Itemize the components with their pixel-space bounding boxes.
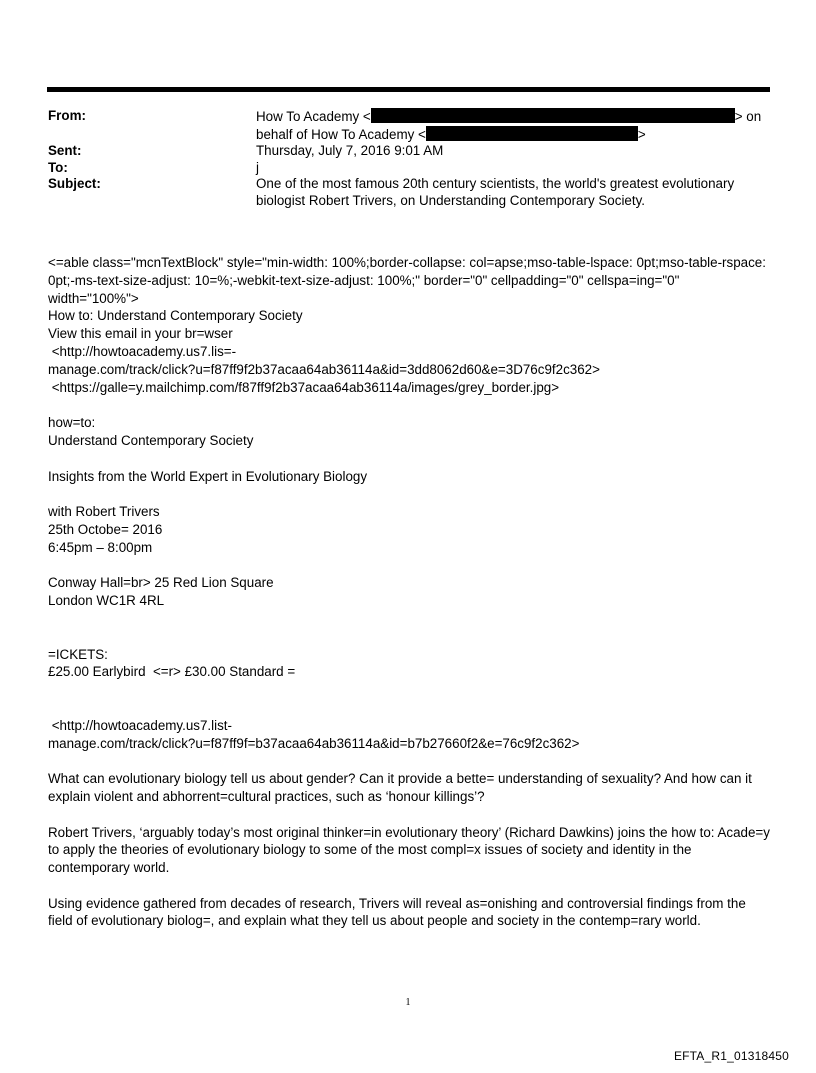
event-title: Understand Contemporary Society <box>48 432 254 448</box>
image-link: <https://galle=y.mailchimp.com/f87ff9f2b37acaa64ab36114a/images/grey_border.jpg> <box>48 379 560 395</box>
paragraph-3: Using evidence gathered from decades of research, Trivers will reveal as=onishing and controversial findings from the field of evolutionary biolog=, and explain what they tell us about people and society in the contemp=rary world. <box>48 895 750 929</box>
sent-label: Sent: <box>48 143 82 158</box>
spacer <box>48 485 773 503</box>
email-body <box>48 254 773 930</box>
spacer <box>48 877 773 895</box>
tickets-prices: £25.00 Earlybird <=r> £30.00 Standard = <box>48 664 296 680</box>
from-line1-pre: How To Academy < <box>256 109 371 124</box>
sent-value: Thursday, July 7, 2016 9:01 AM <box>256 143 444 158</box>
to-value: j <box>256 159 259 175</box>
paragraph-1: What can evolutionary biology tell us about gender? Can it provide a bette= understanding of sexuality? And how can it explain violent and abhorrent=cultural practices, such as ‘honour killings’? <box>48 771 756 804</box>
spacer <box>48 752 773 770</box>
paragraph-2: Robert Trivers, ‘arguably today’s most original thinker=in evolutionary theory’ (Richard Dawkins) joins the how to: Acade=y to apply the theories of evolutionary biology to some of the most compl=x issues of society and identity in the contemporary world. <box>48 824 774 876</box>
howto-line: how=to: <box>48 415 96 431</box>
from-line2-pre: behalf of How To Academy < <box>256 126 426 142</box>
spacer <box>48 806 773 824</box>
sent-row <box>48 143 768 160</box>
from-line2-post: > <box>637 126 646 142</box>
document-id: EFTA_R1_01318450 <box>673 1049 789 1063</box>
tracking-link-3b: manage.com/track/click?u=f87ff9f=b37acaa64ab36114a&id=b7b27660f2&e=76c9f2c362> <box>48 735 580 751</box>
email-header <box>48 108 768 209</box>
title-line: How to: Understand Contemporary Society <box>48 308 303 324</box>
spacer <box>48 681 773 717</box>
tracking-link-1a: <http://howtoacademy.us7.lis=- <box>48 343 237 359</box>
header-rule <box>47 87 770 92</box>
venue-line: Conway Hall=br> 25 Red Lion Square <box>48 575 274 591</box>
subject-label: Subject: <box>48 176 101 191</box>
from-line1-post: > on <box>734 109 762 124</box>
tracking-link-3a: <http://howtoacademy.us7.list- <box>48 717 232 733</box>
from-value <box>256 108 768 143</box>
spacer <box>48 396 773 414</box>
view-in-browser: View this email in your br=wser <box>48 326 233 342</box>
redaction-bar <box>426 126 638 141</box>
subject-row <box>48 176 768 209</box>
from-row <box>48 108 768 143</box>
spacer <box>48 450 773 468</box>
to-row <box>48 160 768 177</box>
from-label: From: <box>48 108 86 123</box>
event-time: 6:45pm – 8:00pm <box>48 539 153 555</box>
redaction-bar <box>371 108 735 123</box>
spacer <box>48 557 773 575</box>
to-label: To: <box>48 159 68 175</box>
page-number: 1 <box>405 997 411 1008</box>
city-line: London WC1R 4RL <box>48 593 165 609</box>
tickets-label: =ICKETS: <box>48 646 108 662</box>
insights-line: Insights from the World Expert in Evolutionary Biology <box>48 468 368 484</box>
speaker-line: with Robert Trivers <box>48 504 160 520</box>
tracking-link-1b: manage.com/track/click?u=f87ff9f2b37acaa64ab36114a&id=3dd8062d60&e=3D76c9f2c362> <box>48 361 600 377</box>
subject-value: One of the most famous 20th century scientists, the world's greatest evolutionary biologist Robert Trivers, on Understanding Contemporary Society. <box>256 176 735 208</box>
event-date: 25th Octobe= 2016 <box>48 521 163 537</box>
spacer <box>48 610 773 646</box>
html-fragment: <=able class="mcnTextBlock" style="min-width: 100%;border-collapse: col=apse;mso-table-lspace: 0pt;mso-table-rspace: 0pt;-ms-text-size-adjust: 10=%;-webkit-text-size-adjust: 100%;" border="0" cellpadding="0" cellspa=ing="0" width="100%"> <box>48 255 770 306</box>
